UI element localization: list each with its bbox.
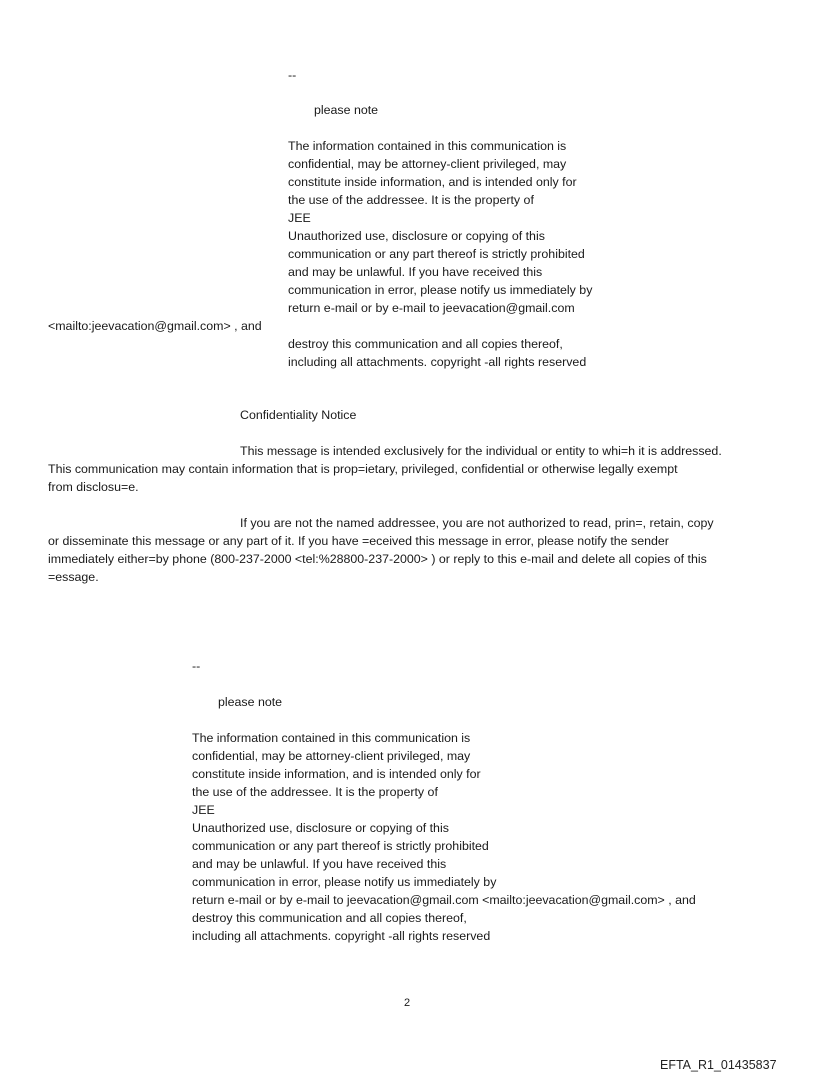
page-number: 2 xyxy=(404,997,411,1009)
block2-line: confidential, may be attorney-client privileged, may xyxy=(192,749,471,763)
block2-line: and may be unlawful. If you have received this xyxy=(192,857,447,871)
block1-line: communication in error, please notify us immediately by xyxy=(288,283,593,297)
notice-para2-line: If you are not the named addressee, you are not authorized to read, prin=, retain, copy xyxy=(240,516,714,530)
block2-line: return e-mail or by e-mail to jeevacation@gmail.com <mailto:jeevacation@gmail.com> , and xyxy=(192,893,696,907)
block1-mailto-line: <mailto:jeevacation@gmail.com> , and xyxy=(48,319,262,333)
notice-para1-line: This communication may contain information that is prop=ietary, privileged, confidential or otherwise legally exempt xyxy=(48,462,678,476)
block1-line: return e-mail or by e-mail to jeevacation@gmail.com xyxy=(288,301,575,315)
separator-2: -- xyxy=(192,659,201,673)
block2-line: destroy this communication and all copies thereof, xyxy=(192,911,467,925)
block2-line: JEE xyxy=(192,803,215,817)
block1-line: the use of the addressee. It is the property of xyxy=(288,193,534,207)
block2-line: constitute inside information, and is intended only for xyxy=(192,767,481,781)
block2-line: communication in error, please notify us immediately by xyxy=(192,875,497,889)
separator-1: -- xyxy=(288,68,297,82)
notice-title: Confidentiality Notice xyxy=(240,408,357,422)
please-note-2: please note xyxy=(218,695,283,709)
document-id: EFTA_R1_01435837 xyxy=(660,1058,777,1072)
notice-para1-line: This message is intended exclusively for the individual or entity to whi=h it is addressed. xyxy=(240,444,722,458)
block1-line: constitute inside information, and is intended only for xyxy=(288,175,577,189)
notice-para2-line: or disseminate this message or any part of it. If you have =eceived this message in error, please notify the sender xyxy=(48,534,669,548)
block2-line: including all attachments. copyright -all rights reserved xyxy=(192,929,491,943)
notice-para2-line: immediately either=by phone (800-237-2000 <tel:%28800-237-2000> ) or reply to this e-mail and delete all copies of this xyxy=(48,552,707,566)
notice-para1-line: from disclosu=e. xyxy=(48,480,139,494)
notice-para2-line: =essage. xyxy=(48,570,99,584)
block2-line: Unauthorized use, disclosure or copying of this xyxy=(192,821,449,835)
block1-line: JEE xyxy=(288,211,311,225)
block1-line: and may be unlawful. If you have received this xyxy=(288,265,543,279)
block1-line: communication or any part thereof is strictly prohibited xyxy=(288,247,585,261)
block2-line: communication or any part thereof is strictly prohibited xyxy=(192,839,489,853)
please-note-1: please note xyxy=(314,103,379,117)
block1-line: destroy this communication and all copies thereof, xyxy=(288,337,563,351)
block1-line: Unauthorized use, disclosure or copying of this xyxy=(288,229,545,243)
block2-line: the use of the addressee. It is the property of xyxy=(192,785,438,799)
block1-line: The information contained in this communication is xyxy=(288,139,567,153)
block1-line: confidential, may be attorney-client privileged, may xyxy=(288,157,567,171)
block2-line: The information contained in this communication is xyxy=(192,731,471,745)
block1-line: including all attachments. copyright -all rights reserved xyxy=(288,355,587,369)
